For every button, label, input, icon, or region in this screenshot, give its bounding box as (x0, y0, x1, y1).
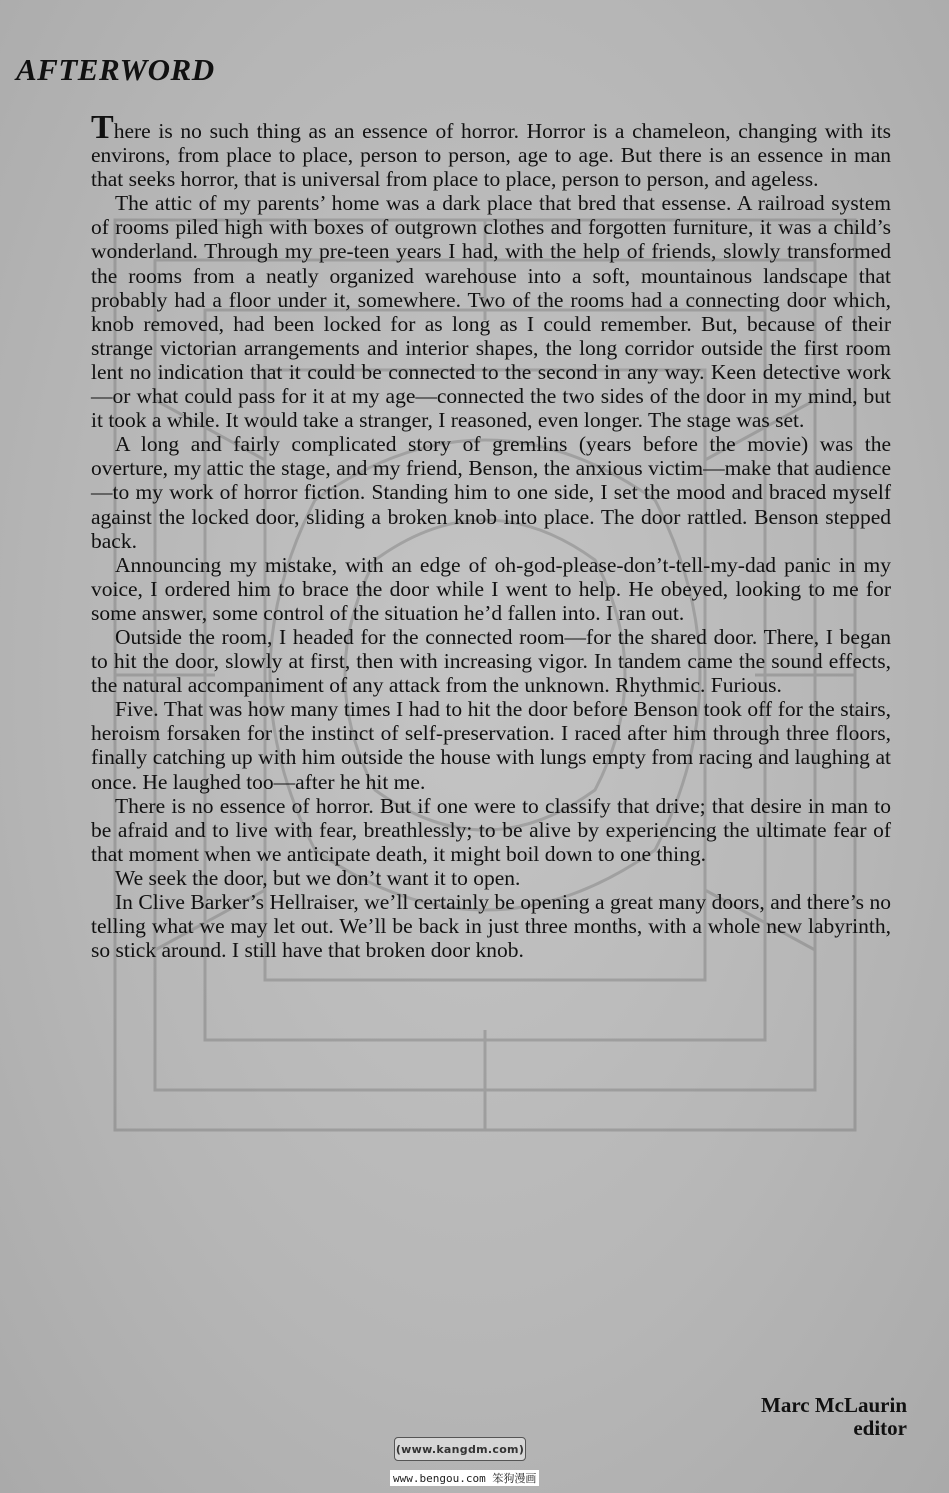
signature-role: editor (853, 1416, 907, 1440)
signature-name: Marc McLaurin (761, 1393, 907, 1417)
paragraph-2: The attic of my parents’ home was a dark place that bred that essense. A railroad system of rooms piled high with boxes of outgrown clothes and forgotten furniture, it was a child’s wonderland. Through my pre-teen years I had, with the help of friends, slowly transformed the rooms from a neatly organized warehouse into a soft, mountainous landscape that probably had a floor under it, somewhere. Two of the rooms had a connecting door which, knob removed, had been locked for as long as I could remember. But, because of their strange victorian arrangements and interior shapes, the long corridor outside the first room lent no indication that it could be connected to the second in any way. Keen detective work—or what could pass for it at my age—connected the two sides of the door in my mind, but it took a while. It would take a stranger, I reasoned, even longer. The stage was set. (91, 191, 891, 433)
paragraph-7: There is no essence of horror. But if one were to classify that drive; that desire in man to be afraid and to live with fear, breathlessly; to be alive by experiencing the ultimate fear of that moment when we anticipate death, it might boil down to one thing. (91, 793, 891, 866)
paragraph-6: Five. That was how many times I had to hit the door before Benson took off for the stairs, heroism forsaken for the instinct of self-preservation. I raced after him through three floors, finally catching up with him outside the house with lungs empty from racing and laughing at once. He laughed too—after he hit me. (91, 697, 891, 794)
afterword-body (91, 109, 891, 963)
paragraph-1-text: here is no such thing as an essence of horror. Horror is a chameleon, changing with its environs, from place to place, person to person, age to age. But there is an essence in man that seeks horror, that is universal from place to place, person to person, and ageless. (91, 119, 891, 192)
afterword-title: AFTERWORD (16, 52, 215, 87)
paragraph-3: A long and fairly complicated story of gremlins (years before the movie) was the overture, my attic the stage, and my friend, Benson, the anxious victim—make that audience—to my work of horror fiction. Standing him to one side, I set the mood and braced myself against the locked door, sliding a broken knob into place. The door rattled. Benson stepped back. (91, 432, 891, 553)
paragraph-8: We seek the door, but we don’t want it to open. (115, 865, 521, 890)
footer-url: www.bengou.com 笨狗漫画 (390, 1470, 539, 1486)
signature-block (761, 1394, 907, 1440)
paragraph-1 (91, 109, 891, 192)
drop-cap: T (91, 109, 114, 146)
paragraph-5: Outside the room, I headed for the connected room—for the shared door. There, I began to hit the door, slowly at first, then with increasing vigor. In tandem came the sound effects, the natural accompaniment of any attack from the unknown. Rhythmic. Furious. (91, 624, 891, 698)
paragraph-9: In Clive Barker’s Hellraiser, we’ll certainly be opening a great many doors, and there’s no telling what we may let out. We’ll be back in just three months, with a whole new labyrinth, so stick around. I still have that broken door knob. (91, 890, 891, 963)
paragraph-4: Announcing my mistake, with an edge of oh-god-please-don’t-tell-my-dad panic in my voice, I ordered him to brace the door while I went to help. He obeyed, looking to me for some answer, some control of the situation he’d fallen into. I ran out. (91, 552, 891, 625)
site-watermark: (www.kangdm.com) (394, 1437, 526, 1461)
